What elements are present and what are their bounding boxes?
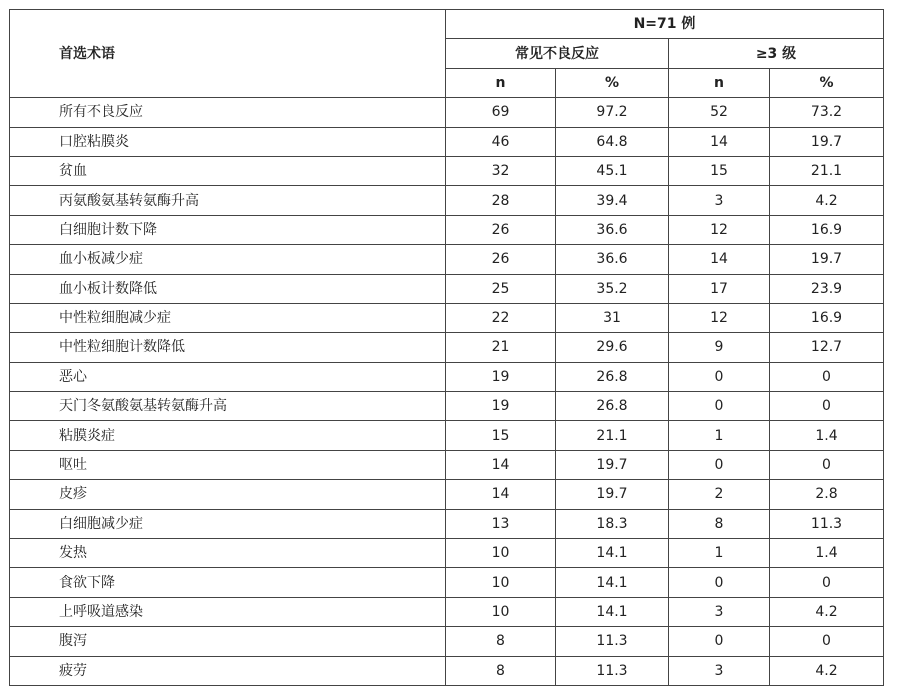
common-reactions-header: 常见不良反应 bbox=[446, 39, 669, 68]
pct-common-cell: 11.3 bbox=[556, 656, 669, 685]
n-grade3-cell: 0 bbox=[669, 362, 770, 391]
pct-common-cell: 14.1 bbox=[556, 597, 669, 626]
total-header: N=71 例 bbox=[446, 10, 884, 39]
n-common-cell: 10 bbox=[446, 597, 556, 626]
pct-common-cell: 36.6 bbox=[556, 215, 669, 244]
term-cell: 中性粒细胞减少症 bbox=[10, 303, 446, 332]
pct-grade3-cell: 4.2 bbox=[770, 656, 884, 685]
n-common-cell: 32 bbox=[446, 156, 556, 185]
pct-common-cell: 26.8 bbox=[556, 362, 669, 391]
n-common-cell: 21 bbox=[446, 333, 556, 362]
n-common-cell: 22 bbox=[446, 303, 556, 332]
pct-common-cell: 14.1 bbox=[556, 568, 669, 597]
pct-common-cell: 31 bbox=[556, 303, 669, 332]
pct-grade3-cell: 0 bbox=[770, 450, 884, 479]
n-grade3-cell: 9 bbox=[669, 333, 770, 362]
pct-grade3-cell: 1.4 bbox=[770, 539, 884, 568]
table-row bbox=[10, 450, 884, 479]
pct-grade3-cell: 0 bbox=[770, 627, 884, 656]
table-row bbox=[10, 215, 884, 244]
table-row bbox=[10, 127, 884, 156]
n-common-cell: 25 bbox=[446, 274, 556, 303]
pct-common-cell: 21.1 bbox=[556, 421, 669, 450]
table-row bbox=[10, 627, 884, 656]
term-column-header: 首选术语 bbox=[10, 10, 446, 98]
n-common-cell: 8 bbox=[446, 627, 556, 656]
n-common-cell: 19 bbox=[446, 362, 556, 391]
table-container bbox=[9, 9, 884, 686]
table-row bbox=[10, 597, 884, 626]
n-header-grade3: n bbox=[669, 68, 770, 97]
n-common-cell: 10 bbox=[446, 539, 556, 568]
pct-common-cell: 36.6 bbox=[556, 245, 669, 274]
term-cell: 天门冬氨酸氨基转氨酶升高 bbox=[10, 392, 446, 421]
table-row bbox=[10, 539, 884, 568]
table-row bbox=[10, 245, 884, 274]
n-grade3-cell: 0 bbox=[669, 392, 770, 421]
term-cell: 贫血 bbox=[10, 156, 446, 185]
term-cell: 疲劳 bbox=[10, 656, 446, 685]
pct-grade3-cell: 16.9 bbox=[770, 303, 884, 332]
pct-common-cell: 35.2 bbox=[556, 274, 669, 303]
table-row bbox=[10, 392, 884, 421]
table-row bbox=[10, 274, 884, 303]
term-cell: 白细胞计数下降 bbox=[10, 215, 446, 244]
n-common-cell: 15 bbox=[446, 421, 556, 450]
n-grade3-cell: 1 bbox=[669, 421, 770, 450]
table-header bbox=[10, 10, 884, 98]
pct-grade3-cell: 4.2 bbox=[770, 597, 884, 626]
pct-grade3-cell: 73.2 bbox=[770, 98, 884, 127]
term-cell: 发热 bbox=[10, 539, 446, 568]
pct-common-cell: 14.1 bbox=[556, 539, 669, 568]
table-row bbox=[10, 98, 884, 127]
n-common-cell: 26 bbox=[446, 215, 556, 244]
term-cell: 上呼吸道感染 bbox=[10, 597, 446, 626]
table-row bbox=[10, 568, 884, 597]
n-grade3-cell: 3 bbox=[669, 656, 770, 685]
n-common-cell: 46 bbox=[446, 127, 556, 156]
n-common-cell: 13 bbox=[446, 509, 556, 538]
pct-grade3-cell: 23.9 bbox=[770, 274, 884, 303]
pct-grade3-cell: 11.3 bbox=[770, 509, 884, 538]
term-cell: 中性粒细胞计数降低 bbox=[10, 333, 446, 362]
table-row bbox=[10, 156, 884, 185]
term-cell: 恶心 bbox=[10, 362, 446, 391]
n-grade3-cell: 52 bbox=[669, 98, 770, 127]
table-row bbox=[10, 333, 884, 362]
term-cell: 所有不良反应 bbox=[10, 98, 446, 127]
term-cell: 皮疹 bbox=[10, 480, 446, 509]
n-grade3-cell: 15 bbox=[669, 156, 770, 185]
n-common-cell: 14 bbox=[446, 480, 556, 509]
pct-grade3-cell: 0 bbox=[770, 362, 884, 391]
n-grade3-cell: 0 bbox=[669, 627, 770, 656]
pct-common-cell: 45.1 bbox=[556, 156, 669, 185]
pct-grade3-cell: 4.2 bbox=[770, 186, 884, 215]
n-grade3-cell: 14 bbox=[669, 127, 770, 156]
term-cell: 腹泻 bbox=[10, 627, 446, 656]
n-common-cell: 10 bbox=[446, 568, 556, 597]
table-row bbox=[10, 421, 884, 450]
grade3-header: ≥3 级 bbox=[669, 39, 884, 68]
table-body bbox=[10, 98, 884, 686]
table-row bbox=[10, 303, 884, 332]
pct-grade3-cell: 12.7 bbox=[770, 333, 884, 362]
n-grade3-cell: 8 bbox=[669, 509, 770, 538]
pct-grade3-cell: 1.4 bbox=[770, 421, 884, 450]
term-cell: 呕吐 bbox=[10, 450, 446, 479]
pct-grade3-cell: 19.7 bbox=[770, 245, 884, 274]
n-grade3-cell: 12 bbox=[669, 303, 770, 332]
n-grade3-cell: 1 bbox=[669, 539, 770, 568]
n-grade3-cell: 2 bbox=[669, 480, 770, 509]
n-grade3-cell: 3 bbox=[669, 186, 770, 215]
pct-common-cell: 11.3 bbox=[556, 627, 669, 656]
n-grade3-cell: 0 bbox=[669, 568, 770, 597]
n-common-cell: 69 bbox=[446, 98, 556, 127]
pct-header-common: % bbox=[556, 68, 669, 97]
pct-grade3-cell: 16.9 bbox=[770, 215, 884, 244]
pct-common-cell: 64.8 bbox=[556, 127, 669, 156]
n-grade3-cell: 17 bbox=[669, 274, 770, 303]
table-row bbox=[10, 480, 884, 509]
pct-header-grade3: % bbox=[770, 68, 884, 97]
n-grade3-cell: 14 bbox=[669, 245, 770, 274]
pct-common-cell: 39.4 bbox=[556, 186, 669, 215]
n-header-common: n bbox=[446, 68, 556, 97]
table-row bbox=[10, 656, 884, 685]
pct-common-cell: 97.2 bbox=[556, 98, 669, 127]
pct-common-cell: 29.6 bbox=[556, 333, 669, 362]
adverse-reactions-table bbox=[9, 9, 884, 686]
term-cell: 血小板计数降低 bbox=[10, 274, 446, 303]
table-row bbox=[10, 186, 884, 215]
n-common-cell: 14 bbox=[446, 450, 556, 479]
pct-common-cell: 18.3 bbox=[556, 509, 669, 538]
table-row bbox=[10, 509, 884, 538]
term-cell: 丙氨酸氨基转氨酶升高 bbox=[10, 186, 446, 215]
n-grade3-cell: 12 bbox=[669, 215, 770, 244]
pct-common-cell: 19.7 bbox=[556, 480, 669, 509]
pct-grade3-cell: 0 bbox=[770, 568, 884, 597]
term-cell: 血小板减少症 bbox=[10, 245, 446, 274]
term-cell: 口腔粘膜炎 bbox=[10, 127, 446, 156]
n-common-cell: 19 bbox=[446, 392, 556, 421]
pct-common-cell: 19.7 bbox=[556, 450, 669, 479]
n-common-cell: 8 bbox=[446, 656, 556, 685]
term-cell: 粘膜炎症 bbox=[10, 421, 446, 450]
n-grade3-cell: 3 bbox=[669, 597, 770, 626]
table-row bbox=[10, 362, 884, 391]
pct-grade3-cell: 2.8 bbox=[770, 480, 884, 509]
n-common-cell: 26 bbox=[446, 245, 556, 274]
pct-grade3-cell: 19.7 bbox=[770, 127, 884, 156]
pct-common-cell: 26.8 bbox=[556, 392, 669, 421]
pct-grade3-cell: 0 bbox=[770, 392, 884, 421]
term-cell: 白细胞减少症 bbox=[10, 509, 446, 538]
term-cell: 食欲下降 bbox=[10, 568, 446, 597]
n-common-cell: 28 bbox=[446, 186, 556, 215]
pct-grade3-cell: 21.1 bbox=[770, 156, 884, 185]
n-grade3-cell: 0 bbox=[669, 450, 770, 479]
